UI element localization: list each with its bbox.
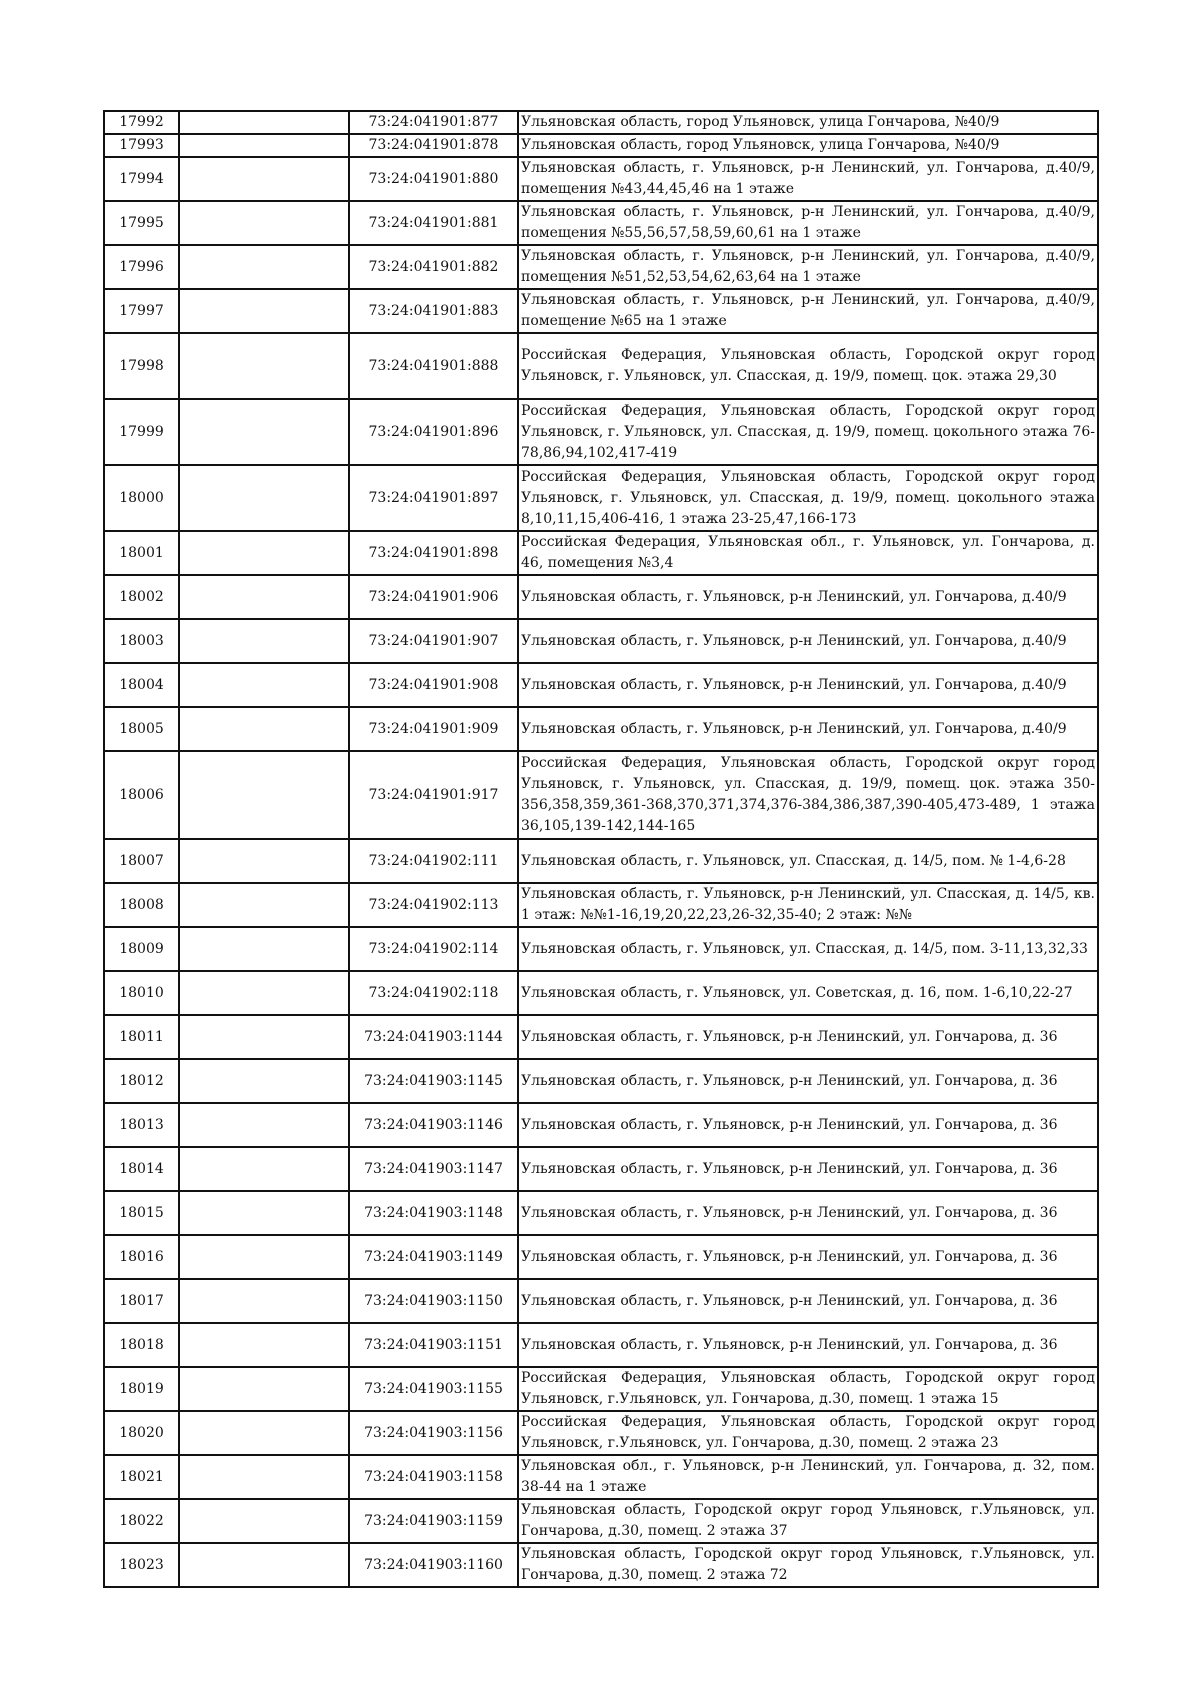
address-cell: Ульяновская область, г. Ульяновск, р-н Ленинский, ул. Гончарова, д.40/9, помещения №43,44,45,46 на 1 этаже (518, 157, 1098, 201)
registry-table (103, 110, 1099, 1588)
cadastral-number-cell: 73:24:041903:1160 (349, 1543, 518, 1587)
table-row (104, 111, 1098, 134)
cadastral-number-cell: 73:24:041901:877 (349, 111, 518, 134)
address-cell: Ульяновская область, г. Ульяновск, р-н Ленинский, ул. Гончарова, д.40/9, помещения №51,52,53,54,62,63,64 на 1 этаже (518, 245, 1098, 289)
table-row (104, 399, 1098, 465)
empty-cell (179, 465, 349, 531)
table-row (104, 201, 1098, 245)
row-number-cell: 18022 (104, 1499, 179, 1543)
table-row (104, 1411, 1098, 1455)
row-number-cell: 18001 (104, 531, 179, 575)
cadastral-number-cell: 73:24:041902:118 (349, 971, 518, 1015)
empty-cell (179, 883, 349, 927)
cadastral-number-cell: 73:24:041901:880 (349, 157, 518, 201)
cadastral-number-cell: 73:24:041902:113 (349, 883, 518, 927)
empty-cell (179, 245, 349, 289)
cadastral-number-cell: 73:24:041901:917 (349, 751, 518, 839)
row-number-cell: 18016 (104, 1235, 179, 1279)
table-row (104, 1103, 1098, 1147)
row-number-cell: 18018 (104, 1323, 179, 1367)
table-row (104, 839, 1098, 883)
address-cell: Ульяновская область, г. Ульяновск, р-н Ленинский, ул. Гончарова, д. 36 (518, 1103, 1098, 1147)
row-number-cell: 18014 (104, 1147, 179, 1191)
empty-cell (179, 1147, 349, 1191)
empty-cell (179, 1455, 349, 1499)
table-row (104, 1059, 1098, 1103)
cadastral-number-cell: 73:24:041903:1147 (349, 1147, 518, 1191)
cadastral-number-cell: 73:24:041901:896 (349, 399, 518, 465)
table-row (104, 1015, 1098, 1059)
row-number-cell: 17996 (104, 245, 179, 289)
empty-cell (179, 927, 349, 971)
cadastral-number-cell: 73:24:041901:883 (349, 289, 518, 333)
cadastral-number-cell: 73:24:041901:881 (349, 201, 518, 245)
table-row (104, 289, 1098, 333)
table-row (104, 1235, 1098, 1279)
empty-cell (179, 1235, 349, 1279)
cadastral-number-cell: 73:24:041901:897 (349, 465, 518, 531)
cadastral-number-cell: 73:24:041901:908 (349, 663, 518, 707)
empty-cell (179, 134, 349, 157)
row-number-cell: 17994 (104, 157, 179, 201)
cadastral-number-cell: 73:24:041903:1158 (349, 1455, 518, 1499)
row-number-cell: 18012 (104, 1059, 179, 1103)
address-cell: Ульяновская область, г. Ульяновск, р-н Ленинский, ул. Гончарова, д.40/9 (518, 663, 1098, 707)
row-number-cell: 17992 (104, 111, 179, 134)
address-cell: Российская Федерация, Ульяновская область, Городской округ город Ульяновск, г. Ульяновск, ул. Спасская, д. 19/9, помещ. цокольного этажа 8,10,11,15,406-416, 1 этажа 23-25,47,166-173 (518, 465, 1098, 531)
row-number-cell: 18007 (104, 839, 179, 883)
cadastral-number-cell: 73:24:041901:882 (349, 245, 518, 289)
row-number-cell: 18006 (104, 751, 179, 839)
address-cell: Ульяновская область, город Ульяновск, улица Гончарова, №40/9 (518, 134, 1098, 157)
empty-cell (179, 399, 349, 465)
empty-cell (179, 333, 349, 399)
row-number-cell: 18020 (104, 1411, 179, 1455)
table-row (104, 1323, 1098, 1367)
table-row (104, 1499, 1098, 1543)
table-row (104, 1367, 1098, 1411)
empty-cell (179, 111, 349, 134)
empty-cell (179, 575, 349, 619)
cadastral-number-cell: 73:24:041903:1159 (349, 1499, 518, 1543)
empty-cell (179, 1543, 349, 1587)
address-cell: Ульяновская область, г. Ульяновск, ул. Советская, д. 16, пом. 1-6,10,22-27 (518, 971, 1098, 1015)
table-row (104, 971, 1098, 1015)
row-number-cell: 18009 (104, 927, 179, 971)
address-cell: Ульяновская область, г. Ульяновск, р-н Ленинский, ул. Гончарова, д. 36 (518, 1323, 1098, 1367)
cadastral-number-cell: 73:24:041902:111 (349, 839, 518, 883)
empty-cell (179, 663, 349, 707)
row-number-cell: 17995 (104, 201, 179, 245)
empty-cell (179, 971, 349, 1015)
address-cell: Ульяновская область, г. Ульяновск, р-н Ленинский, ул. Гончарова, д. 36 (518, 1279, 1098, 1323)
empty-cell (179, 1499, 349, 1543)
table-row (104, 1455, 1098, 1499)
address-cell: Ульяновская обл., г. Ульяновск, р-н Ленинский, ул. Гончарова, д. 32, пом. 38-44 на 1 этаже (518, 1455, 1098, 1499)
empty-cell (179, 839, 349, 883)
empty-cell (179, 201, 349, 245)
address-cell: Российская Федерация, Ульяновская область, Городской округ город Ульяновск, г. Ульяновск, ул. Спасская, д. 19/9, помещ. цок. этажа 29,30 (518, 333, 1098, 399)
empty-cell (179, 157, 349, 201)
table-row (104, 1279, 1098, 1323)
address-cell: Ульяновская область, г. Ульяновск, р-н Ленинский, ул. Гончарова, д. 36 (518, 1147, 1098, 1191)
empty-cell (179, 619, 349, 663)
empty-cell (179, 1411, 349, 1455)
row-number-cell: 18004 (104, 663, 179, 707)
row-number-cell: 17999 (104, 399, 179, 465)
row-number-cell: 18021 (104, 1455, 179, 1499)
row-number-cell: 18015 (104, 1191, 179, 1235)
address-cell: Ульяновская область, г. Ульяновск, р-н Ленинский, ул. Гончарова, д. 36 (518, 1015, 1098, 1059)
address-cell: Ульяновская область, г. Ульяновск, р-н Ленинский, ул. Гончарова, д. 36 (518, 1059, 1098, 1103)
address-cell: Ульяновская область, г. Ульяновск, р-н Ленинский, ул. Гончарова, д.40/9, помещение №65 на 1 этаже (518, 289, 1098, 333)
cadastral-number-cell: 73:24:041903:1151 (349, 1323, 518, 1367)
cadastral-number-cell: 73:24:041903:1144 (349, 1015, 518, 1059)
address-cell: Российская Федерация, Ульяновская область, Городской округ город Ульяновск, г.Ульяновск, ул. Гончарова, д.30, помещ. 1 этажа 15 (518, 1367, 1098, 1411)
row-number-cell: 18003 (104, 619, 179, 663)
empty-cell (179, 531, 349, 575)
table-row (104, 751, 1098, 839)
row-number-cell: 18011 (104, 1015, 179, 1059)
row-number-cell: 17997 (104, 289, 179, 333)
address-cell: Ульяновская область, Городской округ город Ульяновск, г.Ульяновск, ул. Гончарова, д.30, помещ. 2 этажа 37 (518, 1499, 1098, 1543)
table-row (104, 927, 1098, 971)
address-cell: Ульяновская область, г. Ульяновск, р-н Ленинский, ул. Гончарова, д.40/9 (518, 619, 1098, 663)
table-row (104, 157, 1098, 201)
table-row (104, 134, 1098, 157)
address-cell: Ульяновская область, г. Ульяновск, р-н Ленинский, ул. Гончарова, д.40/9 (518, 707, 1098, 751)
cadastral-number-cell: 73:24:041903:1146 (349, 1103, 518, 1147)
cadastral-number-cell: 73:24:041903:1145 (349, 1059, 518, 1103)
address-cell: Ульяновская область, г. Ульяновск, р-н Ленинский, ул. Гончарова, д.40/9, помещения №55,56,57,58,59,60,61 на 1 этаже (518, 201, 1098, 245)
empty-cell (179, 707, 349, 751)
address-cell: Ульяновская область, город Ульяновск, улица Гончарова, №40/9 (518, 111, 1098, 134)
table-row (104, 1543, 1098, 1587)
address-cell: Ульяновская область, г. Ульяновск, р-н Ленинский, ул. Спасская, д. 14/5, кв. 1 этаж: №№1-16,19,20,22,23,26-32,35-40; 2 этаж: №№ (518, 883, 1098, 927)
address-cell: Ульяновская область, г. Ульяновск, р-н Ленинский, ул. Гончарова, д. 36 (518, 1191, 1098, 1235)
table-row (104, 663, 1098, 707)
address-cell: Российская Федерация, Ульяновская область, Городской округ город Ульяновск, г. Ульяновск, ул. Спасская, д. 19/9, помещ. цокольного этажа 76-78,86,94,102,417-419 (518, 399, 1098, 465)
address-cell: Российская Федерация, Ульяновская область, Городской округ город Ульяновск, г. Ульяновск, ул. Спасская, д. 19/9, помещ. цок. этажа 350-356,358,359,361-368,370,371,374,376-384,386,387,390-405,473-489, 1 этажа 36,105,139-142,144-165 (518, 751, 1098, 839)
table-row (104, 575, 1098, 619)
empty-cell (179, 751, 349, 839)
registry-table-body (104, 111, 1098, 1587)
row-number-cell: 18017 (104, 1279, 179, 1323)
cadastral-number-cell: 73:24:041901:878 (349, 134, 518, 157)
table-row (104, 333, 1098, 399)
empty-cell (179, 1103, 349, 1147)
cadastral-number-cell: 73:24:041903:1150 (349, 1279, 518, 1323)
cadastral-number-cell: 73:24:041903:1149 (349, 1235, 518, 1279)
empty-cell (179, 1059, 349, 1103)
cadastral-number-cell: 73:24:041901:907 (349, 619, 518, 663)
table-row (104, 245, 1098, 289)
empty-cell (179, 289, 349, 333)
table-row (104, 619, 1098, 663)
row-number-cell: 18002 (104, 575, 179, 619)
address-cell: Ульяновская область, г. Ульяновск, р-н Ленинский, ул. Гончарова, д. 36 (518, 1235, 1098, 1279)
table-row (104, 883, 1098, 927)
row-number-cell: 18013 (104, 1103, 179, 1147)
row-number-cell: 18010 (104, 971, 179, 1015)
row-number-cell: 18005 (104, 707, 179, 751)
cadastral-number-cell: 73:24:041902:114 (349, 927, 518, 971)
cadastral-number-cell: 73:24:041901:909 (349, 707, 518, 751)
empty-cell (179, 1367, 349, 1411)
row-number-cell: 17998 (104, 333, 179, 399)
empty-cell (179, 1279, 349, 1323)
empty-cell (179, 1191, 349, 1235)
table-row (104, 465, 1098, 531)
row-number-cell: 18019 (104, 1367, 179, 1411)
address-cell: Ульяновская область, Городской округ город Ульяновск, г.Ульяновск, ул. Гончарова, д.30, помещ. 2 этажа 72 (518, 1543, 1098, 1587)
address-cell: Российская Федерация, Ульяновская область, Городской округ город Ульяновск, г.Ульяновск, ул. Гончарова, д.30, помещ. 2 этажа 23 (518, 1411, 1098, 1455)
cadastral-number-cell: 73:24:041901:906 (349, 575, 518, 619)
table-row (104, 1147, 1098, 1191)
row-number-cell: 18023 (104, 1543, 179, 1587)
table-row (104, 707, 1098, 751)
address-cell: Российская Федерация, Ульяновская обл., г. Ульяновск, ул. Гончарова, д. 46, помещения №3,4 (518, 531, 1098, 575)
table-row (104, 1191, 1098, 1235)
cadastral-number-cell: 73:24:041901:888 (349, 333, 518, 399)
cadastral-number-cell: 73:24:041901:898 (349, 531, 518, 575)
table-row (104, 531, 1098, 575)
address-cell: Ульяновская область, г. Ульяновск, р-н Ленинский, ул. Гончарова, д.40/9 (518, 575, 1098, 619)
address-cell: Ульяновская область, г. Ульяновск, ул. Спасская, д. 14/5, пом. 3-11,13,32,33 (518, 927, 1098, 971)
cadastral-number-cell: 73:24:041903:1148 (349, 1191, 518, 1235)
cadastral-number-cell: 73:24:041903:1156 (349, 1411, 518, 1455)
address-cell: Ульяновская область, г. Ульяновск, ул. Спасская, д. 14/5, пом. № 1-4,6-28 (518, 839, 1098, 883)
row-number-cell: 18008 (104, 883, 179, 927)
row-number-cell: 18000 (104, 465, 179, 531)
cadastral-number-cell: 73:24:041903:1155 (349, 1367, 518, 1411)
row-number-cell: 17993 (104, 134, 179, 157)
empty-cell (179, 1015, 349, 1059)
empty-cell (179, 1323, 349, 1367)
